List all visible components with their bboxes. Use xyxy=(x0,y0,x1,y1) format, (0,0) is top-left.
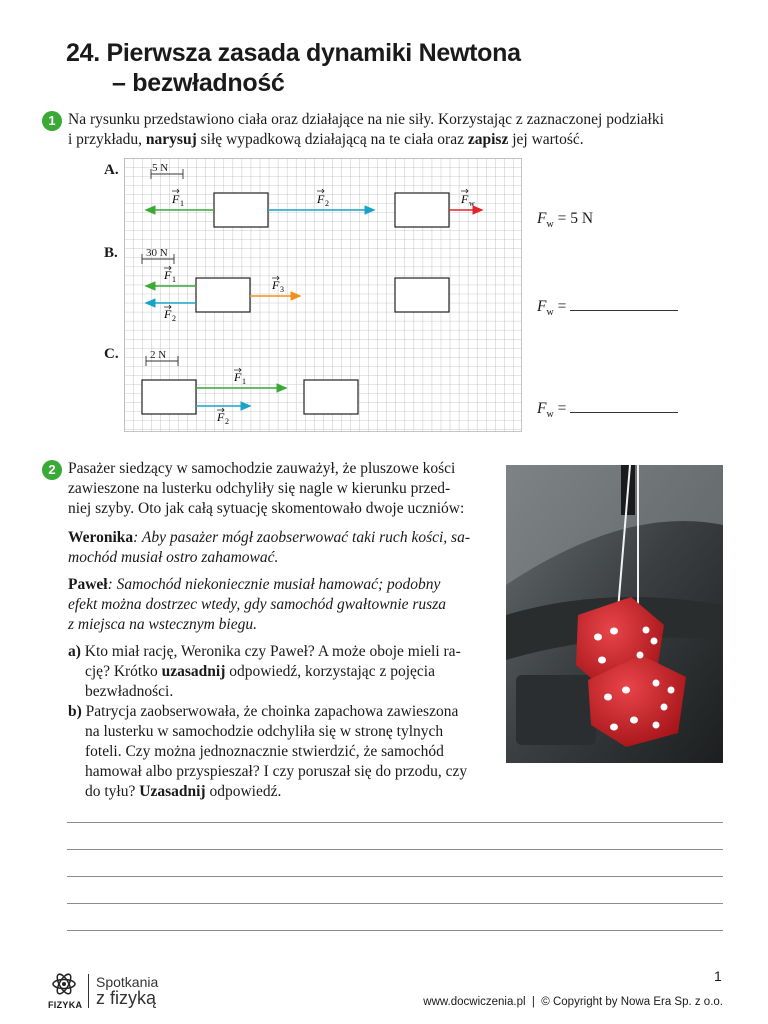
title-line-2: – bezwładność xyxy=(112,69,285,97)
label-a-fw: F xyxy=(461,192,469,206)
label-a-f2-sub: 2 xyxy=(325,199,329,208)
answer-line-5[interactable] xyxy=(67,930,723,931)
label-b-f3: F xyxy=(272,278,280,292)
scale-a-label: 5 N xyxy=(152,162,169,174)
answer-c[interactable]: $F_w$ = xyxy=(537,398,678,420)
page-number: 1 xyxy=(714,968,722,984)
question-b: b) Patrycja zaobserwowała, że choinka zapachowa zawieszona na lusterku w samochodzie odchyliła się w stronę tylnych foteli. Czy można jednoznacznie stwierdzić, że samochód hamował albo przyspieszał? I czy poruszał się do przodu, czy do tyłu? Uzasadnij odpowiedź. xyxy=(68,703,468,800)
scale-c-label: 2 N xyxy=(150,349,167,361)
label-b-f2-sub: 2 xyxy=(172,314,176,323)
page-title xyxy=(66,38,521,98)
task-1-line-2: i przykładu, narysuj siłę wypadkową działającą na te ciała oraz zapisz jej wartość. xyxy=(68,131,584,148)
task-1-line-1: Na rysunku przedstawiono ciała oraz działające na nie siły. Korzystając z zaznaczonej podziałki xyxy=(68,111,664,128)
body-c-2 xyxy=(304,380,358,414)
intro-line-1: Pasażer siedzący w samochodzie zauważył, że pluszowe kości xyxy=(68,460,456,477)
answer-a: $F_w = 5$ N xyxy=(537,210,594,231)
answer-c-blank[interactable] xyxy=(570,398,678,413)
part-a-label: A. xyxy=(104,162,119,178)
body-a-2 xyxy=(395,193,449,227)
logo-divider xyxy=(88,974,89,1008)
label-a-f2: F xyxy=(317,192,325,206)
answer-line-2[interactable] xyxy=(67,849,723,850)
label-c-f1: F xyxy=(234,370,242,384)
pawel-comment: Paweł: Samochód niekoniecznie musiał hamować; podobny efekt można dostrzec wtedy, gdy samochód gwałtownie rusza z miejsca na wstecznym biegu. xyxy=(68,576,446,633)
brand-line-1: Spotkania xyxy=(96,974,159,990)
force-grid[interactable] xyxy=(124,158,522,432)
task-1-badge: 1 xyxy=(42,111,62,131)
car-console xyxy=(516,675,596,745)
label-c-f2-sub: 2 xyxy=(225,417,229,426)
scale-b-label: 30 N xyxy=(146,247,168,259)
fuzzy-dice-photo xyxy=(506,465,723,763)
answer-a-value: = 5 N xyxy=(557,210,594,227)
label-b-f2: F xyxy=(164,307,172,321)
copyright: www.docwiczenia.pl | © Copyright by Nowa Era Sp. z o.o. xyxy=(423,996,723,1008)
label-b-f1-sub: 1 xyxy=(172,275,176,284)
task-2-badge: 2 xyxy=(42,460,62,480)
body-c-1 xyxy=(142,380,196,414)
body-b-1 xyxy=(196,278,250,312)
intro-line-2: zawieszone na lusterku odchyliły się nagle w kierunku przed- xyxy=(68,480,451,497)
question-a: a) Kto miał rację, Weronika czy Paweł? A może oboje mieli ra- cję? Krótko uzasadnij odpowiedź, korzystając z pojęcia bezwładności. xyxy=(68,643,461,700)
dice-illustration xyxy=(506,465,723,763)
force-grid-svg[interactable] xyxy=(124,158,522,432)
body-b-2 xyxy=(395,278,449,312)
label-a-f1: F xyxy=(172,192,180,206)
label-c-f1-sub: 1 xyxy=(242,377,246,386)
task-2-intro xyxy=(68,459,490,519)
part-b-label: B. xyxy=(104,245,118,261)
body-a-1 xyxy=(214,193,268,227)
label-a-f1-sub: 1 xyxy=(180,199,184,208)
answer-b[interactable]: $F_w$ = xyxy=(537,296,678,318)
answer-b-blank[interactable] xyxy=(570,296,678,311)
answer-line-3[interactable] xyxy=(67,876,723,877)
subject-label: FIZYKA xyxy=(48,1000,83,1010)
task-1-instructions xyxy=(68,110,728,150)
part-c-label: C. xyxy=(104,346,119,362)
label-b-f1: F xyxy=(164,268,172,282)
label-a-fw-sub: w xyxy=(469,199,475,208)
title-line-1: 24. Pierwsza zasada dynamiki Newtona xyxy=(66,39,521,67)
label-b-f3-sub: 3 xyxy=(280,285,284,294)
atom-icon xyxy=(50,972,78,998)
label-c-f2: F xyxy=(217,410,225,424)
brand-line-2: z fizyką xyxy=(96,988,157,1008)
answer-line-1[interactable] xyxy=(67,822,723,823)
intro-line-3: niej szyby. Oto jak całą sytuację skomentowało dwoje uczniów: xyxy=(68,500,465,517)
weronika-comment: Weronika: Aby pasażer mógł zaobserwować taki ruch kości, sa- mochód musiał ostro zahamować. xyxy=(68,529,470,566)
answer-line-4[interactable] xyxy=(67,903,723,904)
